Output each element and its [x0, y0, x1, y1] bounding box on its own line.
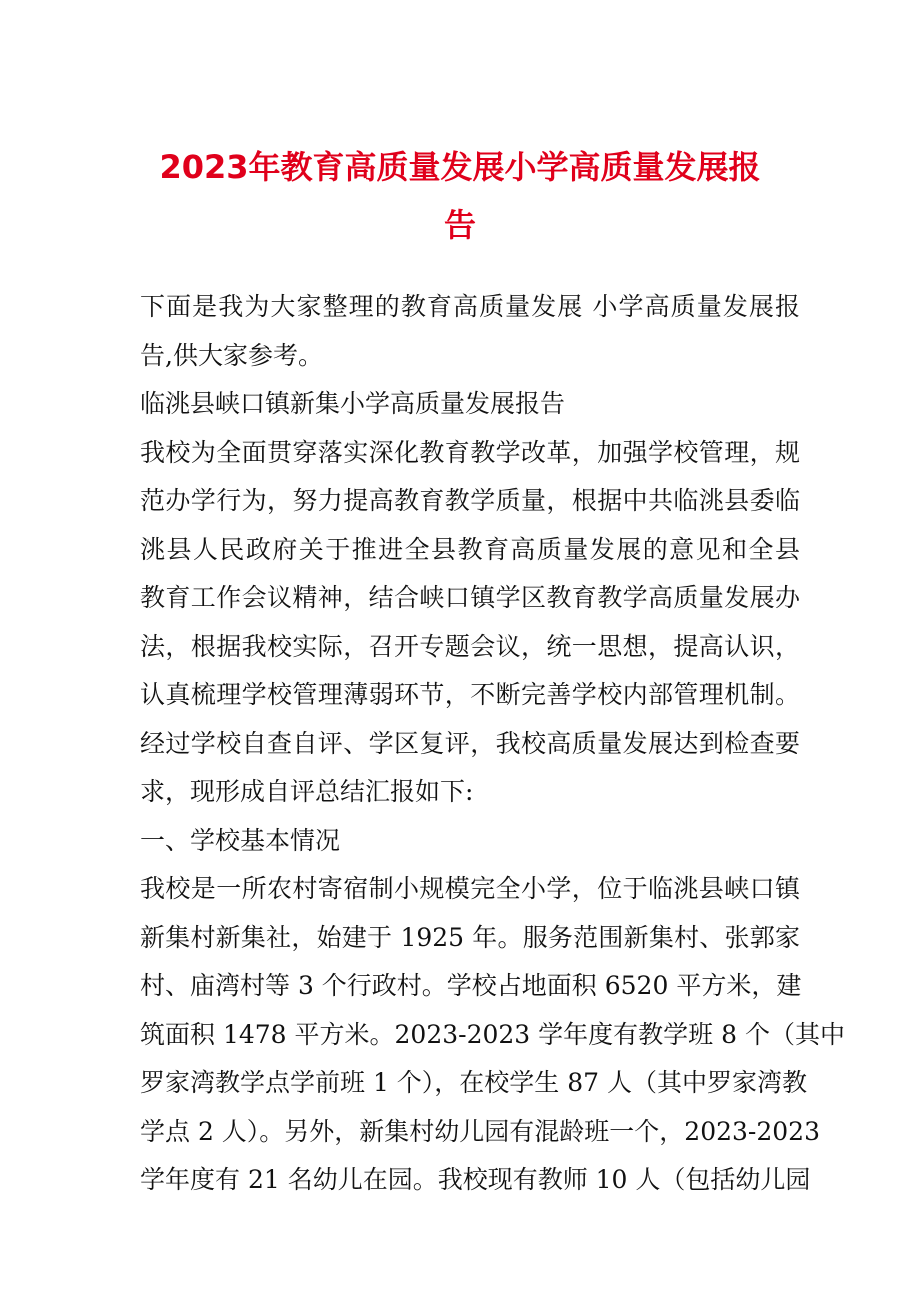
- text-line: 村、庙湾村等 3 个行政村。学校占地面积 6520 平方米，建: [140, 971, 802, 1000]
- report-subtitle: [140, 380, 800, 429]
- school-info-paragraph: [140, 865, 845, 1205]
- text-line: 一、学校基本情况: [140, 825, 341, 855]
- text-line: 我校是一所农村寄宿制小规模完全小学，位于临洮县峡口镇: [140, 874, 800, 903]
- overview-paragraph: [140, 429, 800, 817]
- text-line: 学点 2 人）。另外，新集村幼儿园有混龄班一个，2023-2023: [140, 1116, 820, 1146]
- text-line: 法，根据我校实际，召开专题会议，统一思想，提高认识，: [140, 631, 800, 661]
- text-line: 洮县人民政府关于推进全县教育高质量发展的意见和全县: [140, 534, 800, 564]
- text-line: 告,供大家参考。: [140, 340, 323, 370]
- title-line-1: 2023年教育高质量发展小学高质量发展报: [159, 148, 761, 186]
- title-line-2: 告: [443, 206, 476, 244]
- document-body: [140, 283, 845, 1205]
- text-line: 临洮县峡口镇新集小学高质量发展报告: [140, 389, 566, 418]
- text-line: 教育工作会议精神，结合峡口镇学区教育教学高质量发展办: [140, 583, 800, 612]
- section-heading: [140, 817, 800, 866]
- text-line: 认真梳理学校管理薄弱环节，不断完善学校内部管理机制。: [140, 680, 800, 709]
- intro-paragraph: [140, 283, 800, 380]
- text-line: 经过学校自查自评、学区复评，我校高质量发展达到检查要: [140, 728, 800, 758]
- text-line: 求，现形成自评总结汇报如下:: [140, 777, 474, 806]
- text-line: 学年度有 21 名幼儿在园。我校现有教师 10 人（包括幼儿园: [140, 1165, 811, 1194]
- document-title: [130, 138, 790, 254]
- text-line: 范办学行为，努力提高教育教学质量，根据中共临洮县委临: [140, 486, 800, 515]
- text-line: 下面是我为大家整理的教育高质量发展 小学高质量发展报: [140, 292, 800, 321]
- text-line: 罗家湾教学点学前班 1 个），在校学生 87 人（其中罗家湾教: [140, 1068, 808, 1097]
- text-line: 新集村新集社，始建于 1925 年。服务范围新集村、张郭家: [140, 922, 800, 952]
- text-line: 筑面积 1478 平方米。2023-2023 学年度有教学班 8 个（其中: [140, 1019, 845, 1049]
- text-line: 我校为全面贯穿落实深化教育教学改革，加强学校管理，规: [140, 437, 800, 467]
